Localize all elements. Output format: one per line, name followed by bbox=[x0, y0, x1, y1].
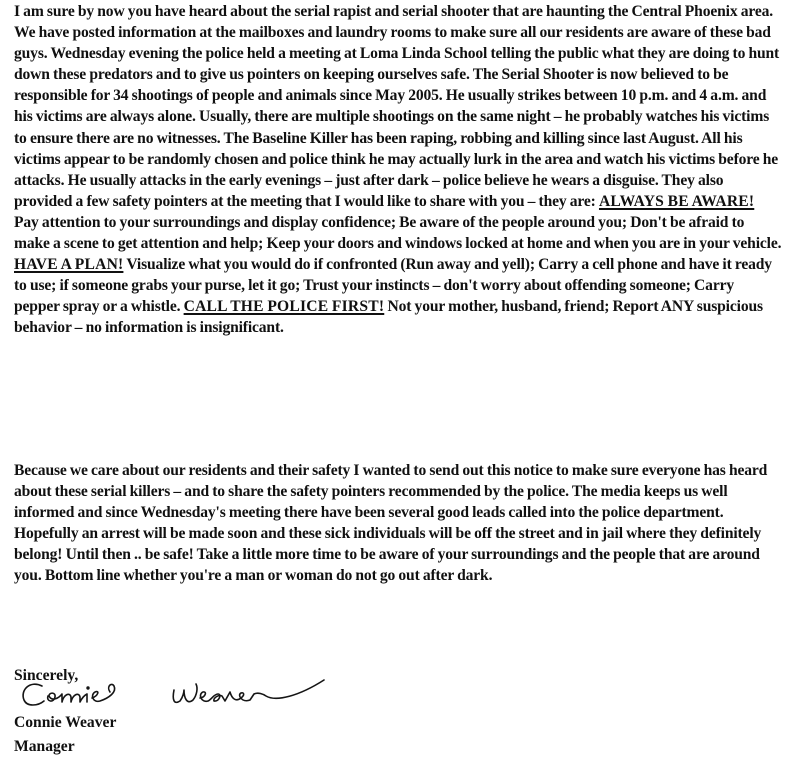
heading-call-the-police-first: CALL THE POLICE FIRST! bbox=[183, 298, 385, 316]
heading-always-be-aware: ALWAYS BE AWARE! bbox=[598, 192, 755, 210]
awareness-tips-text: Pay attention to your surroundings and display confidence; Be aware of the people around you; Don't be afraid to make a scene to get attention and help; Keep your doors and windows locked at home and when you are in your vehicle. bbox=[14, 213, 782, 253]
police-tips-text: Not your mother, husband, friend; Report ANY suspicious behavior – no information is insignificant. bbox=[14, 298, 763, 337]
intro-text: I am sure by now you have heard about the serial rapist and serial shooter that are haunting the Central Phoenix area. We have posted information at the mailboxes and laundry rooms to make sure all our residents are aware of these bad guys. Wednesday evening the police held a meeting at Loma Linda School telling the public what they are doing to hunt down these predators and to give us pointers on keeping ourselves safe. The Serial Shooter is now believed to be responsible for 34 shootings of people and animals since May 2005. He usually strikes between 10 p.m. and 4 a.m. and his victims are always alone. Usually, there are multiple shootings on the same night – he probably watches his victims to ensure there are no witnesses. The Baseline Killer has been raping, robbing and killing since last August. All his victims appear to be randomly chosen and police think he may actually lurk in the area and watch his victims before he attacks. He usually attacks in the early evenings – just after dark – police believe he wears a disguise. They also provided a few safety pointers at the meeting that I would like to share with you – they are: bbox=[14, 3, 780, 210]
letter-paragraph-1 bbox=[14, 1, 782, 339]
letter-paragraph-2: Because we care about our residents and their safety I wanted to send out this notice to make sure everyone has heard about these serial killers – and to share the safety pointers recommended by the police. The media keeps us well informed and since Wednesday's meeting there have been several good leads called into the police department. Hopefully an arrest will be made soon and these sick individuals will be off the street and in jail where they definitely belong! Until then .. be safe! Take a little more time to be aware of your surroundings and the people that are around you. Bottom line whether you're a man or woman do not go out after dark. bbox=[14, 462, 768, 585]
plan-tips-text: Visualize what you would do if confronted (Run away and yell); Carry a cell phone and have it ready to use; if someone grabs your purse, let it go; Trust your instincts – don't worry about offending someone; Carry pepper spray or a whistle. bbox=[14, 256, 772, 316]
heading-have-a-plan: HAVE A PLAN! bbox=[14, 256, 124, 274]
handwritten-signature bbox=[14, 672, 334, 714]
signer-title: Manager bbox=[14, 738, 75, 755]
signer-name: Connie Weaver bbox=[14, 714, 117, 731]
closing-salutation: Sincerely, bbox=[14, 667, 79, 684]
